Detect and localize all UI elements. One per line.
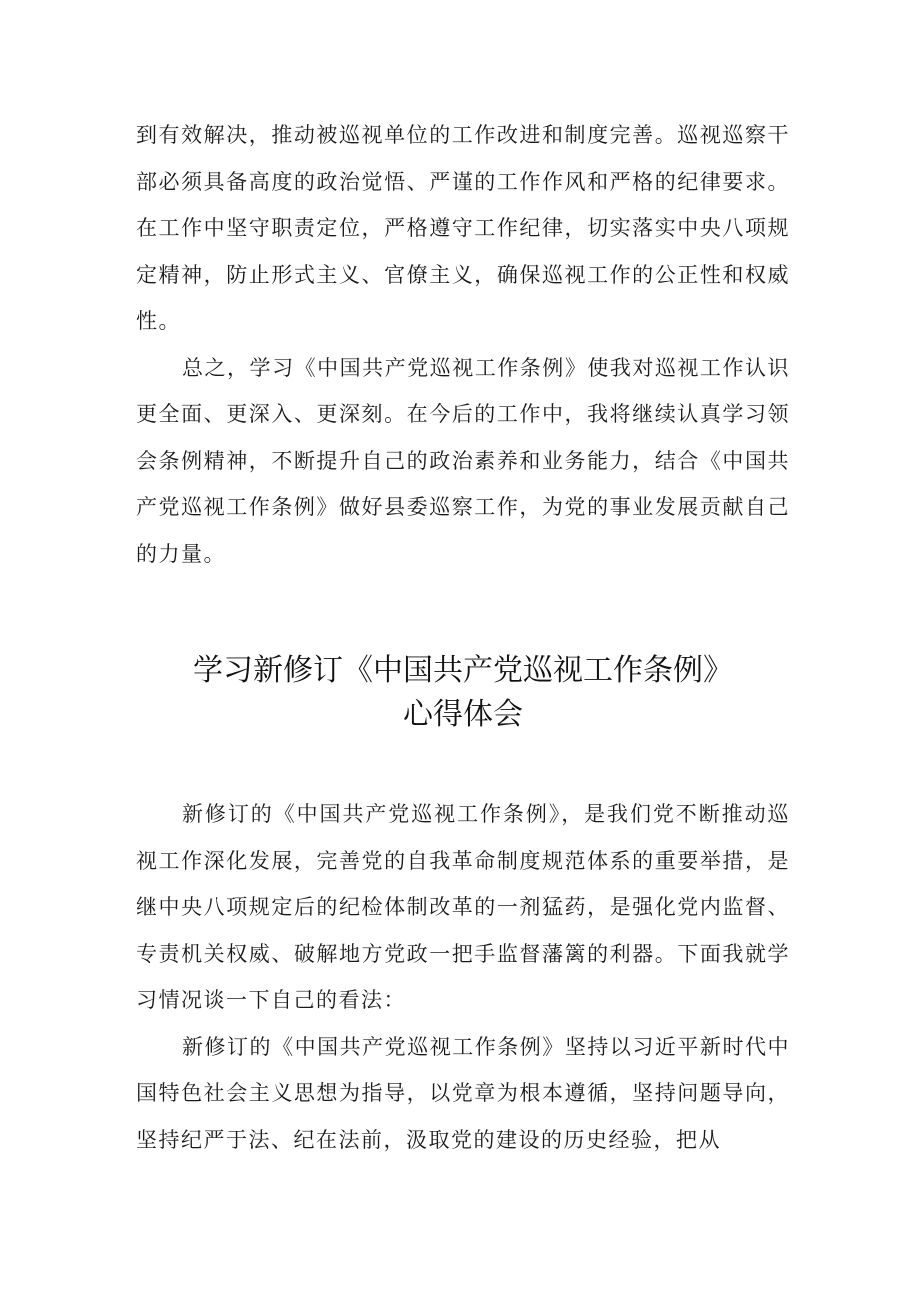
document-body bbox=[136, 112, 790, 1163]
article-title-line-2: 心得体会 bbox=[403, 697, 523, 732]
article-title-line-1: 学习新修订《中国共产党巡视工作条例》 bbox=[193, 653, 733, 688]
article-body-paragraph: 新修订的《中国共产党巡视工作条例》坚持以习近平新时代中国特色社会主义思想为指导，以党章为根本遵循，坚持问题导向，坚持纪严于法、纪在法前，汲取党的建设的历史经验，把从 bbox=[136, 1034, 790, 1152]
article-intro-paragraph: 新修订的《中国共产党巡视工作条例》，是我们党不断推动巡视工作深化发展，完善党的自我革命制度规范体系的重要举措，是继中央八项规定后的纪检体制改革的一剂猛药，是强化党内监督、专责机关权威、破解地方党政一把手监督藩篱的利器。下面我就学习情况谈一下自己的看法： bbox=[136, 802, 790, 1012]
continued-paragraph: 到有效解决，推动被巡视单位的工作改进和制度完善。巡视巡察干部必须具备高度的政治觉悟、严谨的工作作风和严格的纪律要求。在工作中坚守职责定位，严格遵守工作纪律，切实落实中央八项规定精神，防止形式主义、官僚主义，确保巡视工作的公正性和权威性。 bbox=[136, 123, 790, 333]
article-title bbox=[136, 649, 790, 737]
summary-paragraph: 总之，学习《中国共产党巡视工作条例》使我对巡视工作认识更全面、更深入、更深刻。在今后的工作中，我将继续认真学习领会条例精神，不断提升自己的政治素养和业务能力，结合《中国共产党巡视工作条例》做好县委巡察工作，为党的事业发展贡献自己的力量。 bbox=[136, 355, 790, 566]
